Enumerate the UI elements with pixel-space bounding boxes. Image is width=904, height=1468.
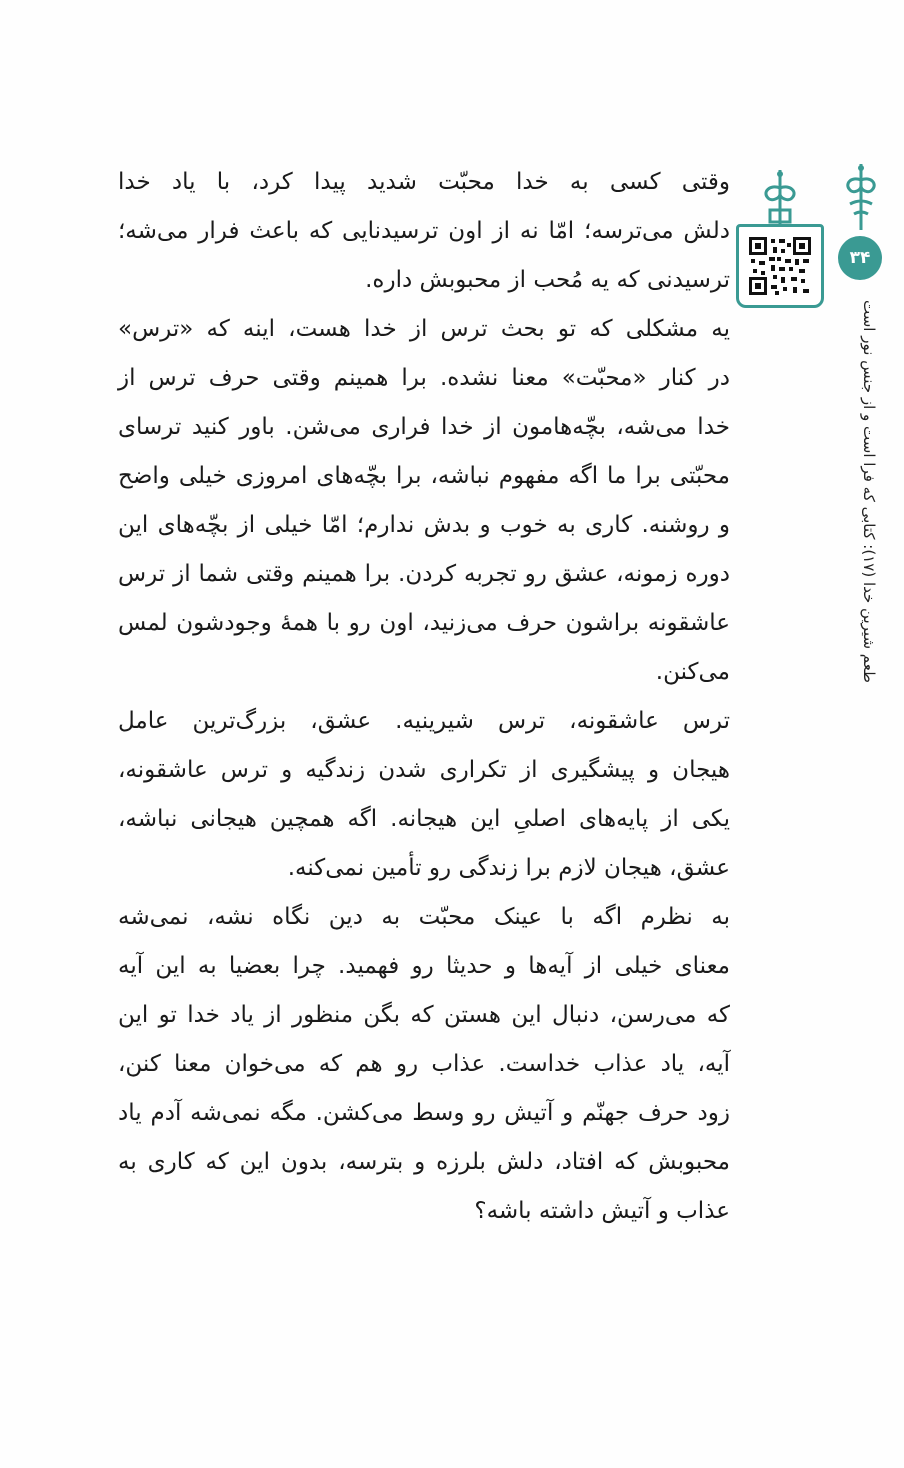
- text-line: به نظرم اگه با عینک محبّت به دین نگاه نشه، نمی‌شه: [118, 904, 730, 930]
- text-line: خدا می‌شه، بچّه‌هامون از خدا فراری می‌شن. باور کنید ترسای: [118, 414, 730, 440]
- text-line: زود حرف جهنّم و آتیش رو وسط می‌کشن. مگه نمی‌شه آدم یاد: [118, 1100, 730, 1126]
- text-line: دلش می‌ترسه؛ امّا نه از اون ترسیدنایی که باعث فرار می‌شه؛: [118, 218, 730, 244]
- qr-ornament-icon: [750, 166, 810, 226]
- text-line: محبّتی برا ما اگه مفهوم نباشه، برا بچّه‌های امروزی خیلی واضح: [118, 463, 730, 489]
- running-title: طعم شیرین خدا (۱۷): کتابی که فرا است و از جنس نور است: [860, 300, 878, 683]
- text-line: عشق، هیجان لازم برا زندگی رو تأمین نمی‌کنه.: [287, 855, 730, 881]
- text-line: عذاب و آتیش داشته باشه؟: [474, 1198, 730, 1224]
- flourish-icon: [836, 160, 886, 240]
- qr-code[interactable]: [736, 224, 824, 308]
- text-line: می‌کنن.: [655, 659, 730, 685]
- text-line: یکی از پایه‌های اصلیِ این هیجانه. اگه همچین هیجانی نباشه،: [118, 806, 730, 832]
- text-line: ترسیدنی که یه مُحب از محبوبش داره.: [365, 267, 730, 293]
- text-line: وقتی کسی به خدا محبّت شدید پیدا کرد، با یاد خدا: [118, 169, 730, 195]
- text-line: آیه، یاد عذاب خداست. عذاب رو هم که می‌خوان معنا کنن،: [118, 1051, 730, 1077]
- text-line: ترس عاشقونه، ترس شیرینیه. عشق، بزرگ‌ترین عامل: [118, 708, 730, 734]
- text-line: عاشقونه براشون حرف می‌زنید، اون رو با همهٔ وجودشون لمس: [118, 610, 730, 636]
- qr-code-icon: [747, 235, 813, 297]
- text-line: در کنار «محبّت» معنا نشده. برا همینم وقتی حرف ترس از: [118, 365, 730, 391]
- text-line: یه مشکلی که تو بحث ترس از خدا هست، اینه که «ترس»: [118, 316, 730, 342]
- text-line: معنای خیلی از آیه‌ها و حدیثا رو فهمید. چرا بعضیا به این آیه: [118, 953, 730, 979]
- text-line: هیجان و پیشگیری از تکراری شدن زندگیه و ترس عاشقونه،: [118, 757, 730, 783]
- page-number: ۳۴: [838, 236, 882, 280]
- body-text: [118, 158, 730, 1236]
- text-line: محبوبش که افتاد، دلش بلرزه و بترسه، بدون این که کاری به: [118, 1149, 730, 1175]
- text-line: که می‌رسن، دنبال این هستن که بگن منظور از یاد خدا تو این: [118, 1002, 730, 1028]
- text-line: دوره زمونه، عشق رو تجربه کردن. برا همینم وقتی شما از ترس: [118, 561, 730, 587]
- text-line: و روشنه. کاری به خوب و بدش ندارم؛ امّا خیلی از بچّه‌های این: [118, 512, 730, 538]
